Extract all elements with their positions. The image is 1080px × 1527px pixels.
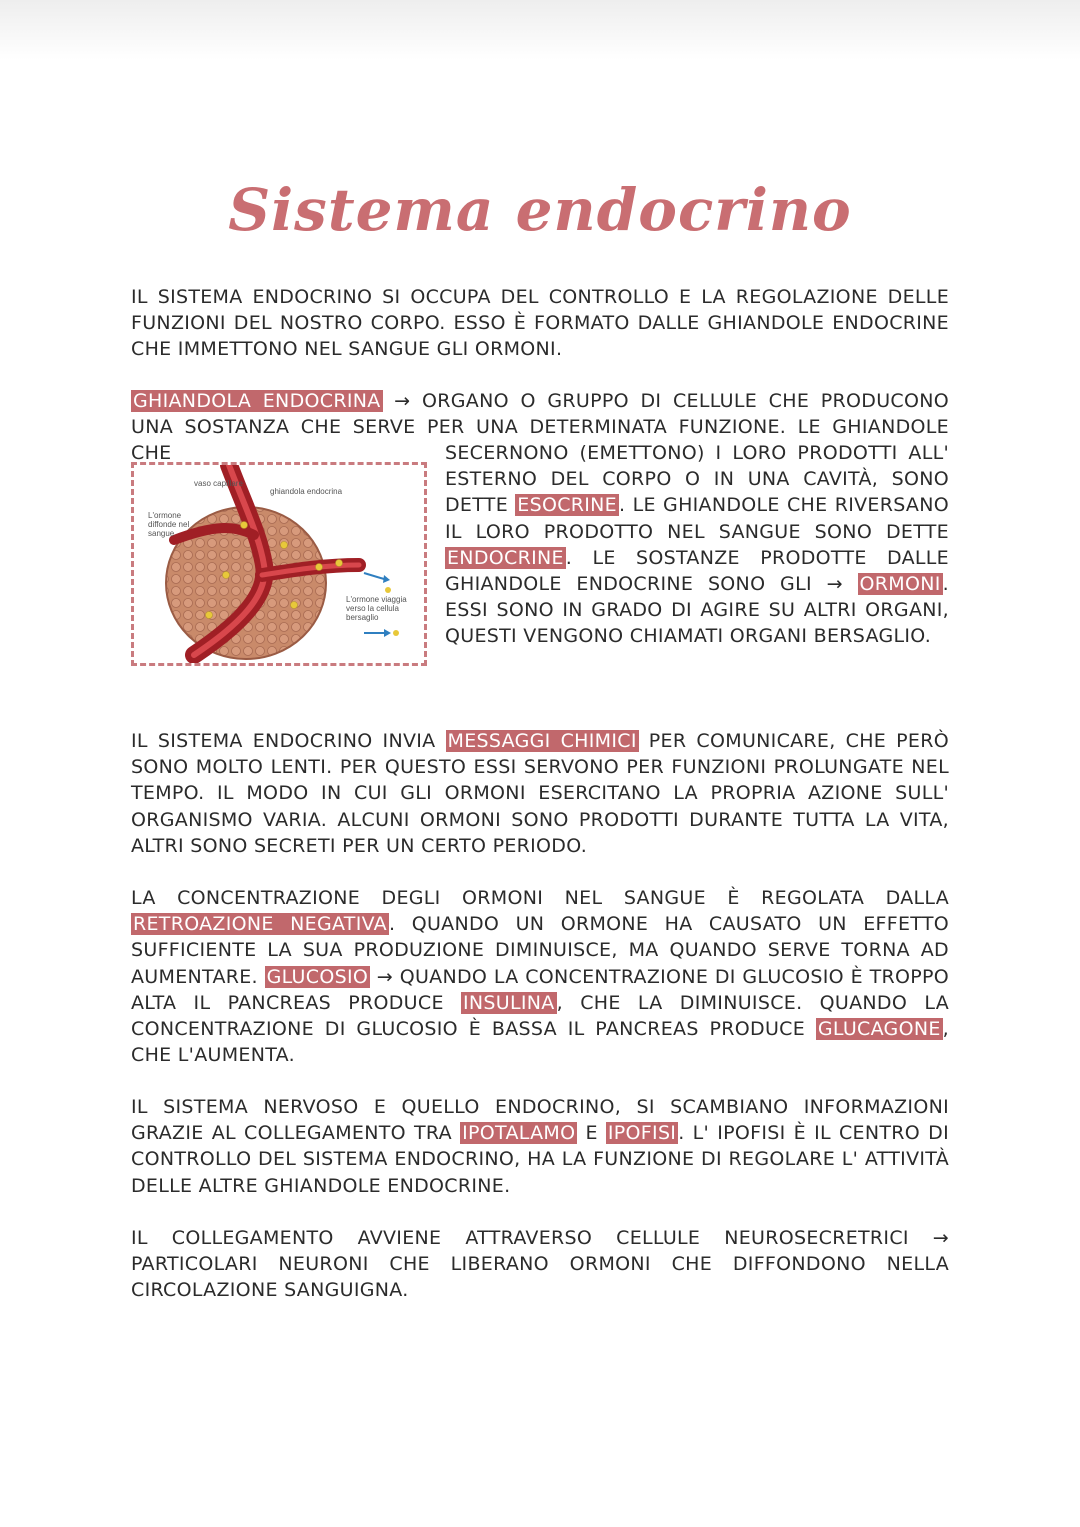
- intro-paragraph: IL SISTEMA ENDOCRINO SI OCCUPA DEL CONTROLLO E LA REGOLAZIONE DELLE FUNZIONI DEL NOSTRO CORPO. ESSO È FORMATO DALLE GHIANDOLE ENDOCRINE CHE IMMETTONO NEL SANGUE GLI ORMONI.: [131, 286, 949, 361]
- feedback-text-2: . QUANDO UN ORMONE HA CAUSATO UN EFFETTO SUFFICIENTE LA SUA PRODUZIONE DIMINUISCE, MA QUANDO SERVE TORNA AD AUMENTARE.: [131, 913, 949, 988]
- highlight-negative-feedback: RETROAZIONE NEGATIVA: [133, 913, 387, 936]
- highlight-insulin: INSULINA: [463, 991, 555, 1014]
- highlight-glucose: GLUCOSIO: [266, 965, 369, 988]
- highlight-hypothalamus: IPOTALAMO: [462, 1122, 576, 1145]
- chemical-messages-paragraph: [131, 728, 949, 859]
- messages-text-post: PER COMUNICARE, CHE PERÒ SONO MOLTO LENTI. PER QUESTO ESSI SERVONO PER FUNZIONI PROLUNGATE NEL TEMPO. IL MODO IN CUI GLI ORMONI ESERCITANO LA PROPRIA AZIONE SULL' ORGANISMO VARIA. ALCUNI ORMONI SONO PRODOTTI DURANTE TUTTA LA VITA, ALTRI SONO SECRETI PER UN CERTO PERIODO.: [131, 730, 949, 857]
- label-gland: ghiandola endocrina: [270, 487, 343, 496]
- highlight-gland-term: GHIANDOLA ENDOCRINA: [133, 390, 381, 412]
- label-capillary: vaso capillare: [194, 479, 243, 488]
- side-text-b: . LE GHIANDOLE CHE RIVERSANO IL LORO PRODOTTO NEL SANGUE SONO DETTE: [445, 494, 949, 543]
- connection-paragraph: IL COLLEGAMENTO AVVIENE ATTRAVERSO CELLULE NEUROSECRETRICI → PARTICOLARI NEURONI CHE LIBERANO ORMONI CHE DIFFONDONO NELLA CIRCOLAZIONE SANGUIGNA.: [131, 1227, 949, 1302]
- nervous-text-1: IL SISTEMA NERVOSO E QUELLO ENDOCRINO, SI SCAMBIANO INFORMAZIONI GRAZIE AL COLLEGAMENTO TRA: [131, 1096, 949, 1145]
- messages-text-pre: IL SISTEMA ENDOCRINO INVIA: [131, 730, 446, 752]
- nervous-text-3: . L' IPOFISI È IL CENTRO DI CONTROLLO DEL SISTEMA ENDOCRINO, HA LA FUNZIONE DI REGOLARE L' ATTIVITÀ DELLE ALTRE GHIANDOLE ENDOCRINE.: [131, 1122, 950, 1197]
- arrow-to-target: [364, 573, 384, 579]
- label-travel: L'ormone viaggia verso la cellula bersaglio: [346, 595, 407, 622]
- negative-feedback-paragraph: [131, 885, 949, 1068]
- hormone-dot: [291, 602, 298, 609]
- page-top-shade: [0, 0, 1080, 60]
- label-diffuse: L'ormone diffonde nel sangue: [148, 511, 190, 538]
- hormone-dot: [316, 564, 323, 571]
- highlight-pituitary: IPOFISI: [607, 1122, 677, 1145]
- endocrine-gland-figure: [131, 462, 427, 666]
- side-text-c: . LE SOSTANZE PRODOTTE DALLE GHIANDOLE ENDOCRINE SONO GLI →: [445, 546, 949, 596]
- gland-types-text: [445, 440, 949, 650]
- nervous-text-2: E: [577, 1122, 606, 1145]
- feedback-text-4: , CHE LA DIMINUISCE. QUANDO LA CONCENTRAZIONE DI GLUCOSIO È BASSA IL PANCREAS PRODUCE: [131, 991, 949, 1041]
- hormone-dot: [241, 522, 248, 529]
- side-text-a: SECERNONO (EMETTONO) I LORO PRODOTTI ALL' ESTERNO DEL CORPO O IN UNA CAVITÀ, SONO DETTE: [445, 442, 949, 517]
- hormone-dot: [206, 612, 213, 619]
- feedback-text-5: , CHE L'AUMENTA.: [131, 1018, 949, 1067]
- highlight-chemical-messages: MESSAGGI CHIMICI: [447, 730, 637, 752]
- highlight-exocrine: ESOCRINE: [517, 494, 617, 517]
- hormone-dot: [281, 542, 288, 549]
- hormone-dot: [336, 560, 343, 567]
- page-title: Sistema endocrino: [228, 176, 852, 244]
- feedback-text-1: LA CONCENTRAZIONE DEGLI ORMONI NEL SANGUE È REGOLATA DALLA: [131, 887, 949, 909]
- side-text-d: . ESSI SONO IN GRADO DI AGIRE SU ALTRI ORGANI, QUESTI VENGONO CHIAMATI ORGANI BERSAGLIO.: [445, 573, 949, 648]
- gland-definition-text: → ORGANO O GRUPPO DI CELLULE CHE PRODUCONO UNA SOSTANZA CHE SERVE PER UNA DETERMINATA FUNZIONE. LE GHIANDOLE CHE: [131, 390, 949, 465]
- highlight-endocrine: ENDOCRINE: [447, 546, 564, 569]
- feedback-text-3: → QUANDO LA CONCENTRAZIONE DI GLUCOSIO È TROPPO ALTA IL PANCREAS PRODUCE: [131, 965, 949, 1014]
- highlight-glucagon: GLUCAGONE: [817, 1018, 941, 1041]
- highlight-hormones: ORMONI: [859, 573, 941, 596]
- nervous-system-paragraph: [131, 1094, 949, 1199]
- hormone-dot: [223, 572, 230, 579]
